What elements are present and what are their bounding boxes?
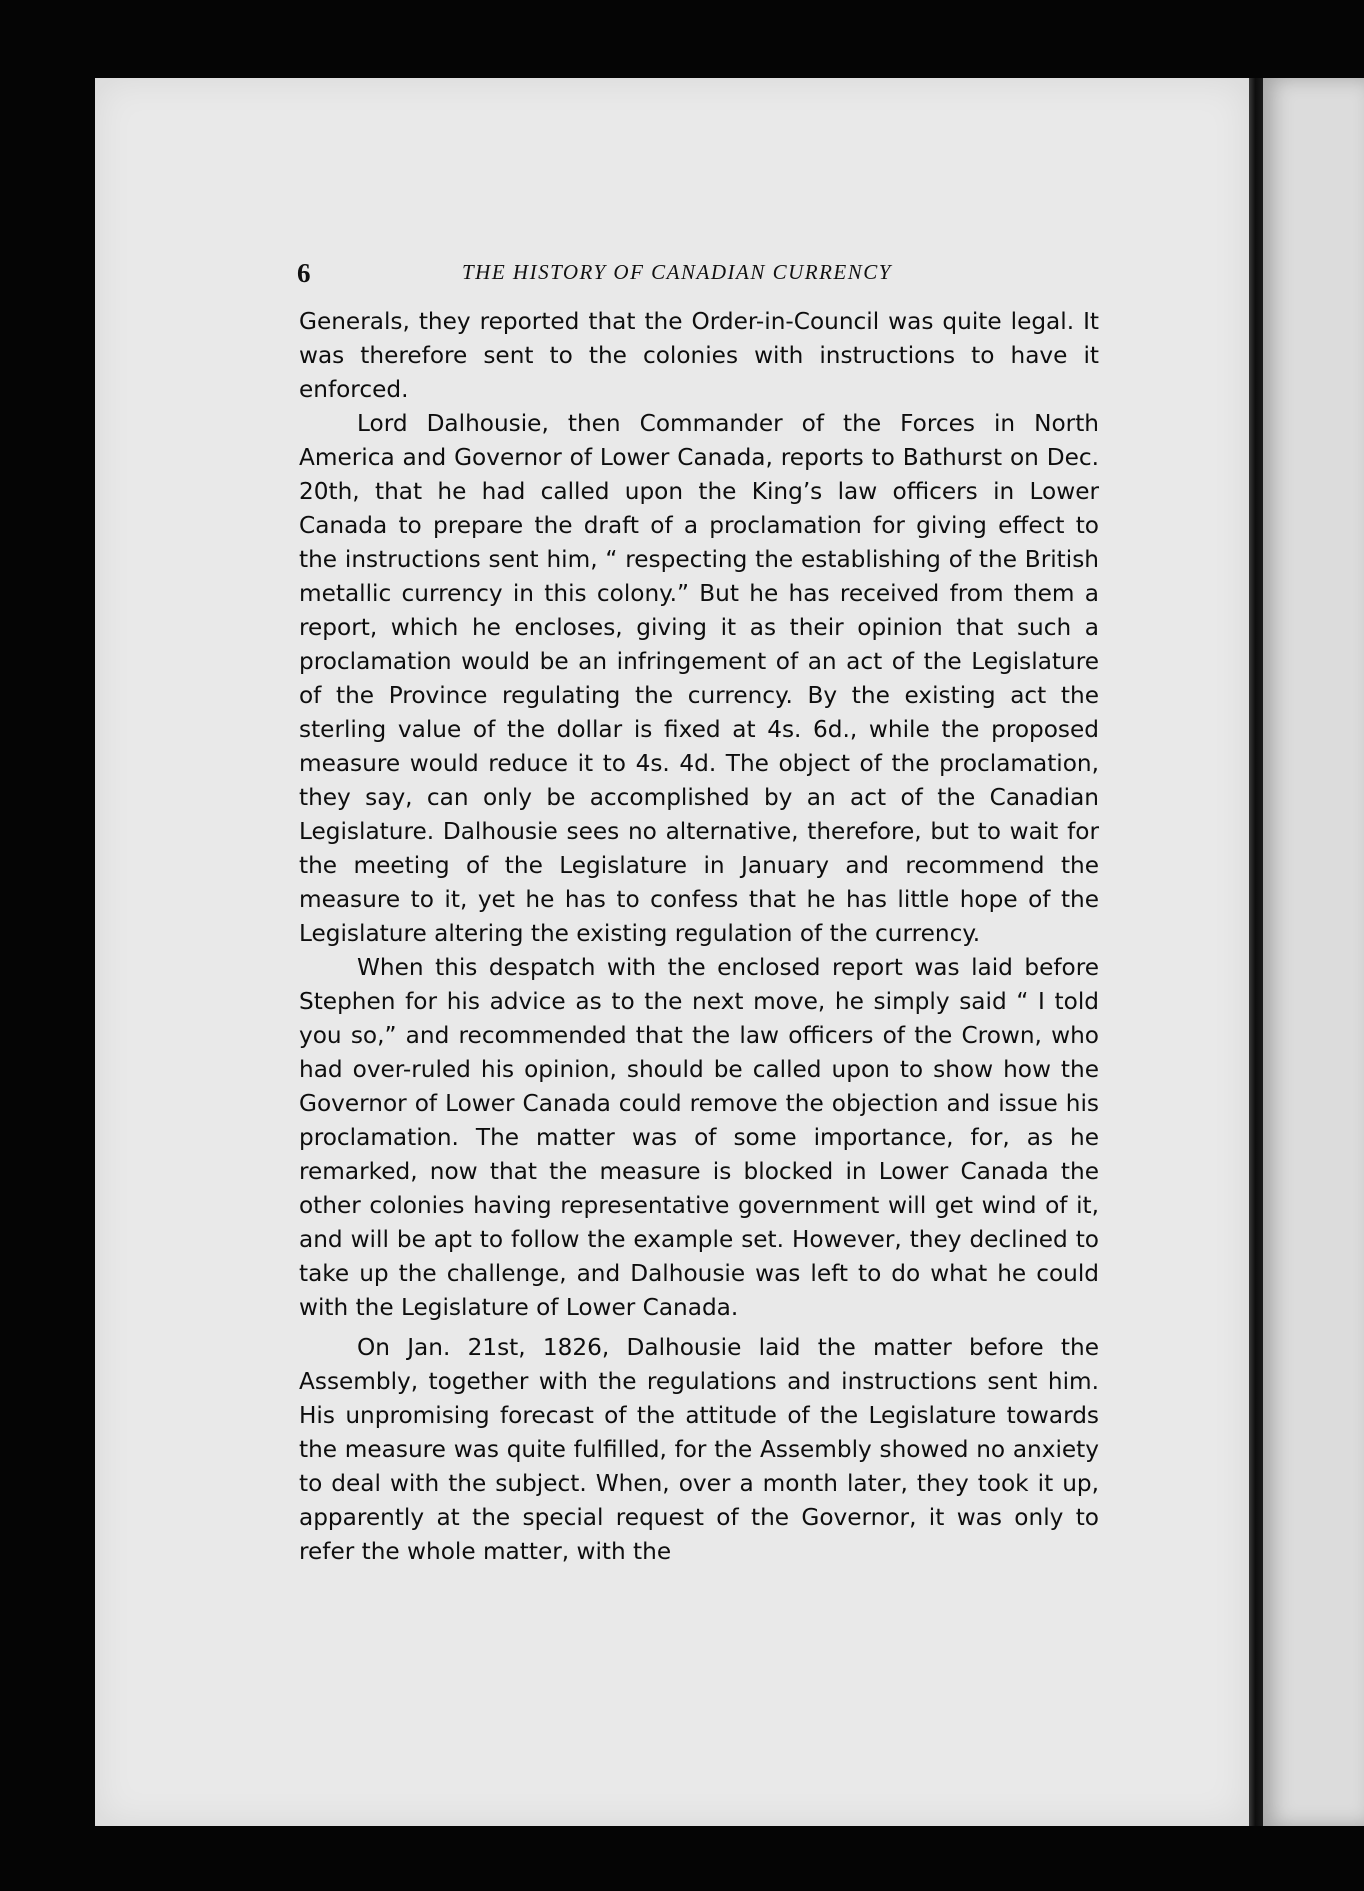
- running-title: THE HISTORY OF CANADIAN CURRENCY: [462, 260, 892, 284]
- paragraph: Lord Dalhousie, then Commander of the Forces in North America and Governor of Lower Canada, reports to Bathurst on Dec. 20th, that he had called upon the King’s law officers in Lower Canada to prepare the draft of a proclamation for giving effect to the instructions sent him, “ respecting the establishing of the British metallic currency in this colony.” But he has received from them a report, which he encloses, giving it as their opinion that such a proclamation would be an infringement of an act of the Legislature of the Province regulating the currency. By the existing act the sterling value of the dollar is fixed at 4s. 6d., while the proposed measure would reduce it to 4s. 4d. The object of the proclamation, they say, can only be accomplished by an act of the Canadian Legislature. Dalhousie sees no alternative, therefore, but to wait for the meeting of the Legislature in January and recommend the measure to it, yet he has to confess that he has little hope of the Legislature altering the existing regulation of the currency.: [299, 410, 1099, 947]
- book-binding: [1249, 78, 1263, 1826]
- paragraph: On Jan. 21st, 1826, Dalhousie laid the matter before the Assembly, together with the regulations and instructions sent him. His unpromising forecast of the attitude of the Legislature towards the measure was quite fulfilled, for the Assembly showed no anxiety to deal with the subject. When, over a month later, they took it up, apparently at the special request of the Governor, it was only to refer the whole matter, with the: [299, 1334, 1099, 1565]
- page-number: 6: [297, 258, 311, 288]
- facing-page-edge: [1263, 78, 1364, 1826]
- paragraph-continued: Generals, they reported that the Order-in-Council was quite legal. It was therefore sent to the colonies with instructions to have it enforced.: [299, 308, 1099, 403]
- running-header: [297, 258, 1097, 294]
- body-text: [299, 305, 1099, 1569]
- paragraph: When this despatch with the enclosed report was laid before Stephen for his advice as to the next move, he simply said “ I told you so,” and recommended that the law officers of the Crown, who had over-ruled his opinion, should be called upon to show how the Governor of Lower Canada could remove the objection and issue his proclamation. The matter was of some importance, for, as he remarked, now that the measure is blocked in Lower Canada the other colonies having representative government will get wind of it, and will be apt to follow the example set. However, they declined to take up the challenge, and Dalhousie was left to do what he could with the Legislature of Lower Canada.: [299, 954, 1099, 1321]
